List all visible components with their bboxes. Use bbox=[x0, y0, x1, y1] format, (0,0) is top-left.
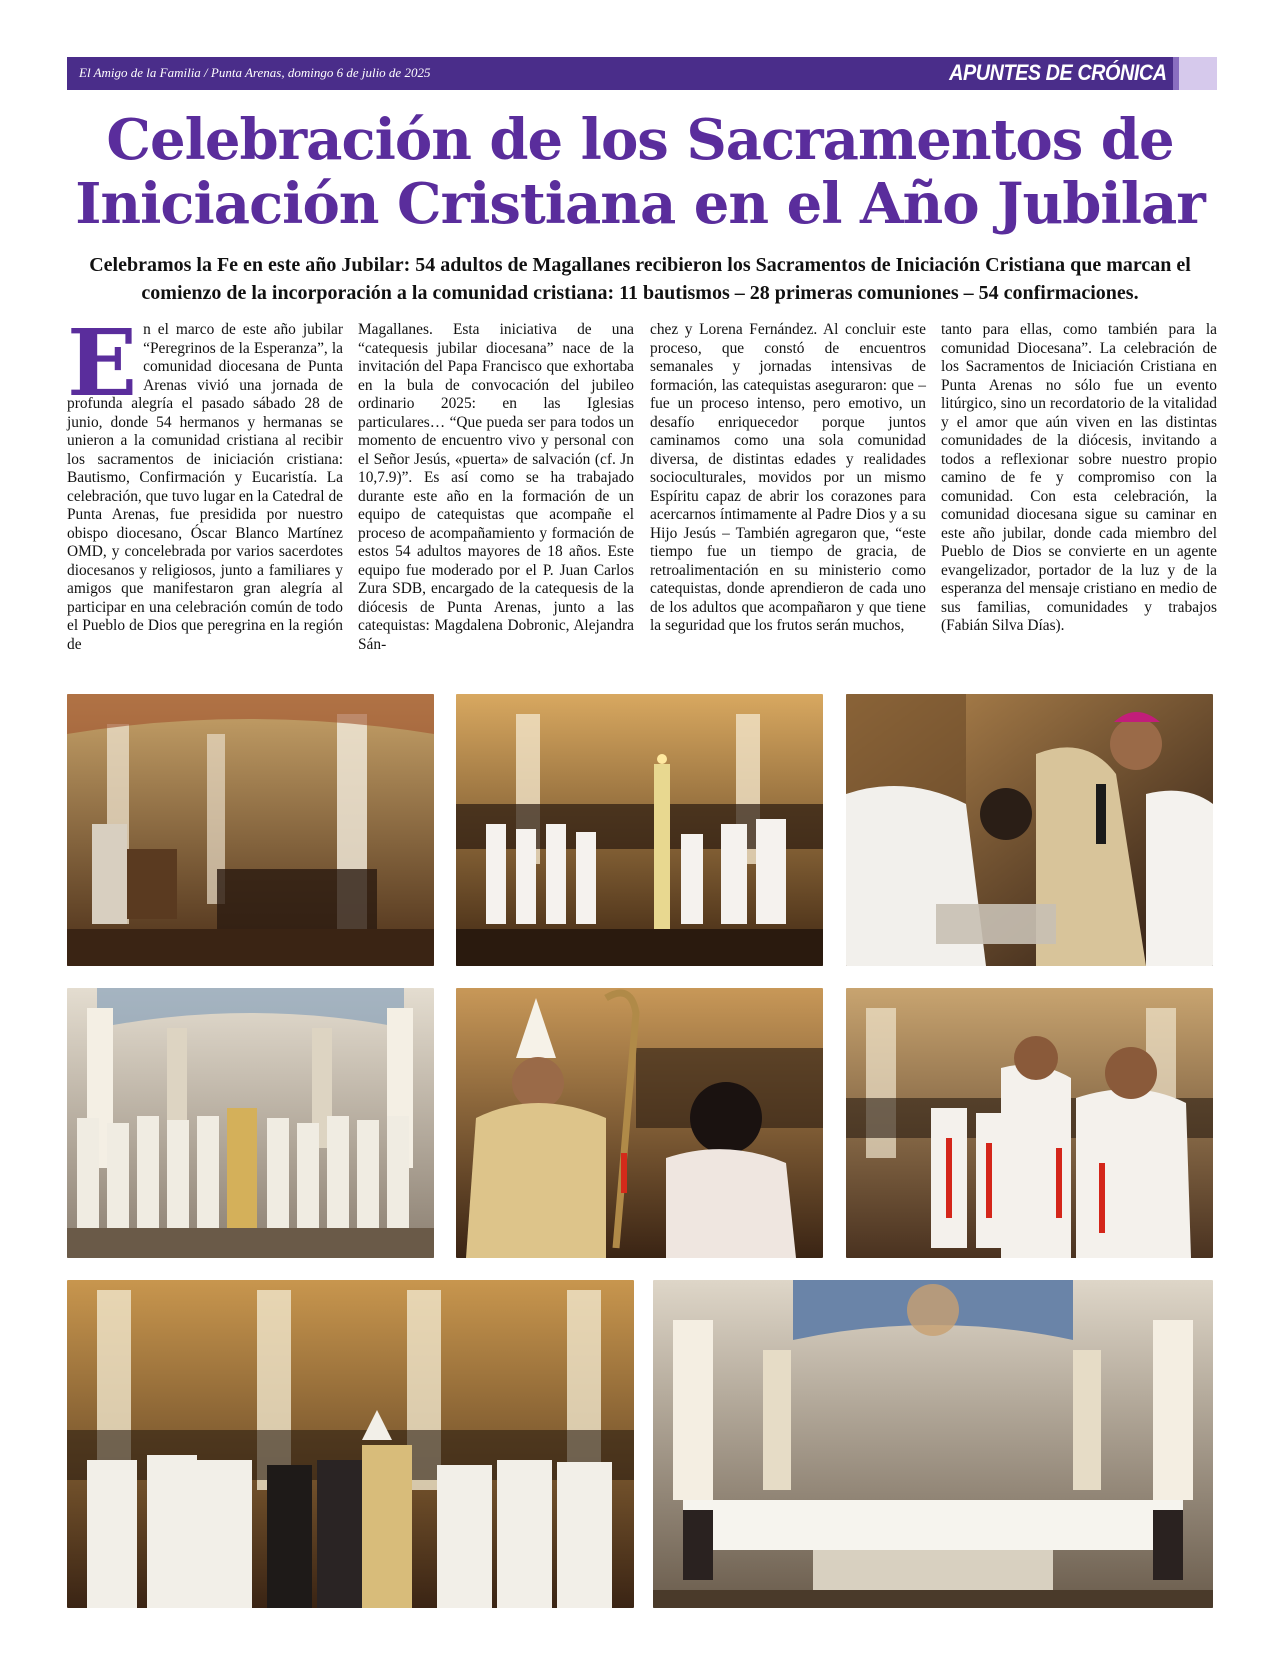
column-3-text: chez y Lorena Fernández. Al concluir este proceso, que constó de encuentros semanales y jornadas intensivas de formación, las catequistas aseguraron: que – fue un proceso intenso, pero emotivo, un desafío enriquecedor porque juntos caminamos como una sola comunidad diversa, de distintas edades y realidades socioculturales, movidos por un mismo Espíritu capaz de abrir los corazones para acercarnos íntimamente al Padre Dios y a su Hijo Jesús – También agregaron que, “este tiempo fue un tiempo de gracia, de retroalimentación en su ministerio como catequistas, donde aprendieron de cada uno de los adultos que acompañaron y que tiene la seguridad que los frutos serán muchos, bbox=[650, 321, 926, 634]
header-light-tab bbox=[1179, 57, 1217, 90]
column-4-text: tanto para ellas, como también para la comunidad Diocesana”. La celebración de los Sacramentos de Iniciación Cristiana en Punta Arenas no sólo fue un evento litúrgico, sino un recordatorio de la vitalidad y el amor que aún viven en las distintas comunidades de la diócesis, invitando a todos a reflexionar sobre nuestro propio camino de fe y compromiso con la comunidad. Con esta celebración, la comunidad diocesana sigue su caminar en este año jubilar, donde cada miembro del Pueblo de Dios se convierte en un agente evangelizador, portador de la luz y de la esperanza del mensaje cristiano en medio de sus familias, comunidades y trabajos (Fabián Silva Días). bbox=[941, 321, 1217, 634]
title-line-1: Celebración de los Sacramentos de bbox=[106, 107, 1174, 173]
column-2-text: Magallanes. Esta iniciativa de una “catequesis jubilar diocesana” nace de la invitación del Papa Francisco que exhortaba en la bula de convocación del jubileo ordinario 2025: en las Iglesias particulares… “Que pueda ser para todos un momento de encuentro vivo y personal con el Señor Jesús, «puerta» de salvación (cf. Jn 10,7.9)”. Es así como se ha trabajado durante este año en la formación de un equipo de catequistas que acompañe el proceso de acompañamiento y formación de estos 54 adultos mayores de 18 años. Este equipo fue moderado por el P. Juan Carlos Zura SDB, encargado de la catequesis de la diócesis de Punta Arenas, junto a las catequistas: Magdalena Dobronic, Alejandra Sán- bbox=[358, 321, 634, 653]
photo-candidates-at-altar-with-candles bbox=[67, 988, 434, 1258]
photo-group-photo-in-cathedral bbox=[653, 1280, 1213, 1608]
article-column-1 bbox=[67, 309, 343, 654]
photo-bishop-at-pulpit bbox=[67, 694, 434, 966]
photo-clergy-group-photo bbox=[67, 1280, 634, 1608]
title-line-2: Iniciación Cristiana en el Año Jubilar bbox=[75, 171, 1205, 237]
article-column-2 bbox=[358, 321, 634, 654]
section-label: APUNTES DE CRÓNICA bbox=[949, 60, 1167, 85]
drop-cap: E bbox=[67, 309, 138, 417]
header-bar bbox=[67, 57, 1217, 90]
article-column-3 bbox=[650, 321, 926, 636]
article-title bbox=[40, 108, 1240, 236]
column-1-text: n el marco de este año jubilar “Peregrinos de la Esperanza”, la comunidad diocesana de Punta Arenas vivió una jornada de profunda alegría el pasado sábado 28 de junio, donde 54 hermanos y hermanas se unieron a la comunidad cristiana al recibir los sacramentos de iniciación cristiana: Bautismo, Confirmación y Eucaristía. La celebración, que tuvo lugar en la Catedral de Punta Arenas, fue presidida por nuestro obispo diocesano, Óscar Blanco Martínez OMD, y concelebrada por varios sacerdotes diocesanos y religiosos, junto a familiares y amigos que manifestaron gran alegría al participar en una celebración común de todo el Pueblo de Dios que peregrina en la región de bbox=[67, 321, 343, 653]
article-subtitle: Celebramos la Fe en este año Jubilar: 54 adultos de Magallanes recibieron los Sacramentos de Iniciación Cristiana que marcan el comienzo de la incorporación a la comunidad cristiana: 11 bautismos – 28 primeras comuniones – 54 confirmaciones. bbox=[89, 254, 1191, 304]
article-column-4 bbox=[941, 321, 1217, 636]
photo-bishop-with-crozier-blessing bbox=[456, 988, 823, 1258]
photo-candidates-with-paschal-candle bbox=[456, 694, 823, 966]
publication-line: El Amigo de la Familia / Punta Arenas, domingo 6 de julio de 2025 bbox=[79, 65, 431, 80]
photo-baptism-at-font bbox=[846, 694, 1213, 966]
photo-confirmands-with-red-candles bbox=[846, 988, 1213, 1258]
